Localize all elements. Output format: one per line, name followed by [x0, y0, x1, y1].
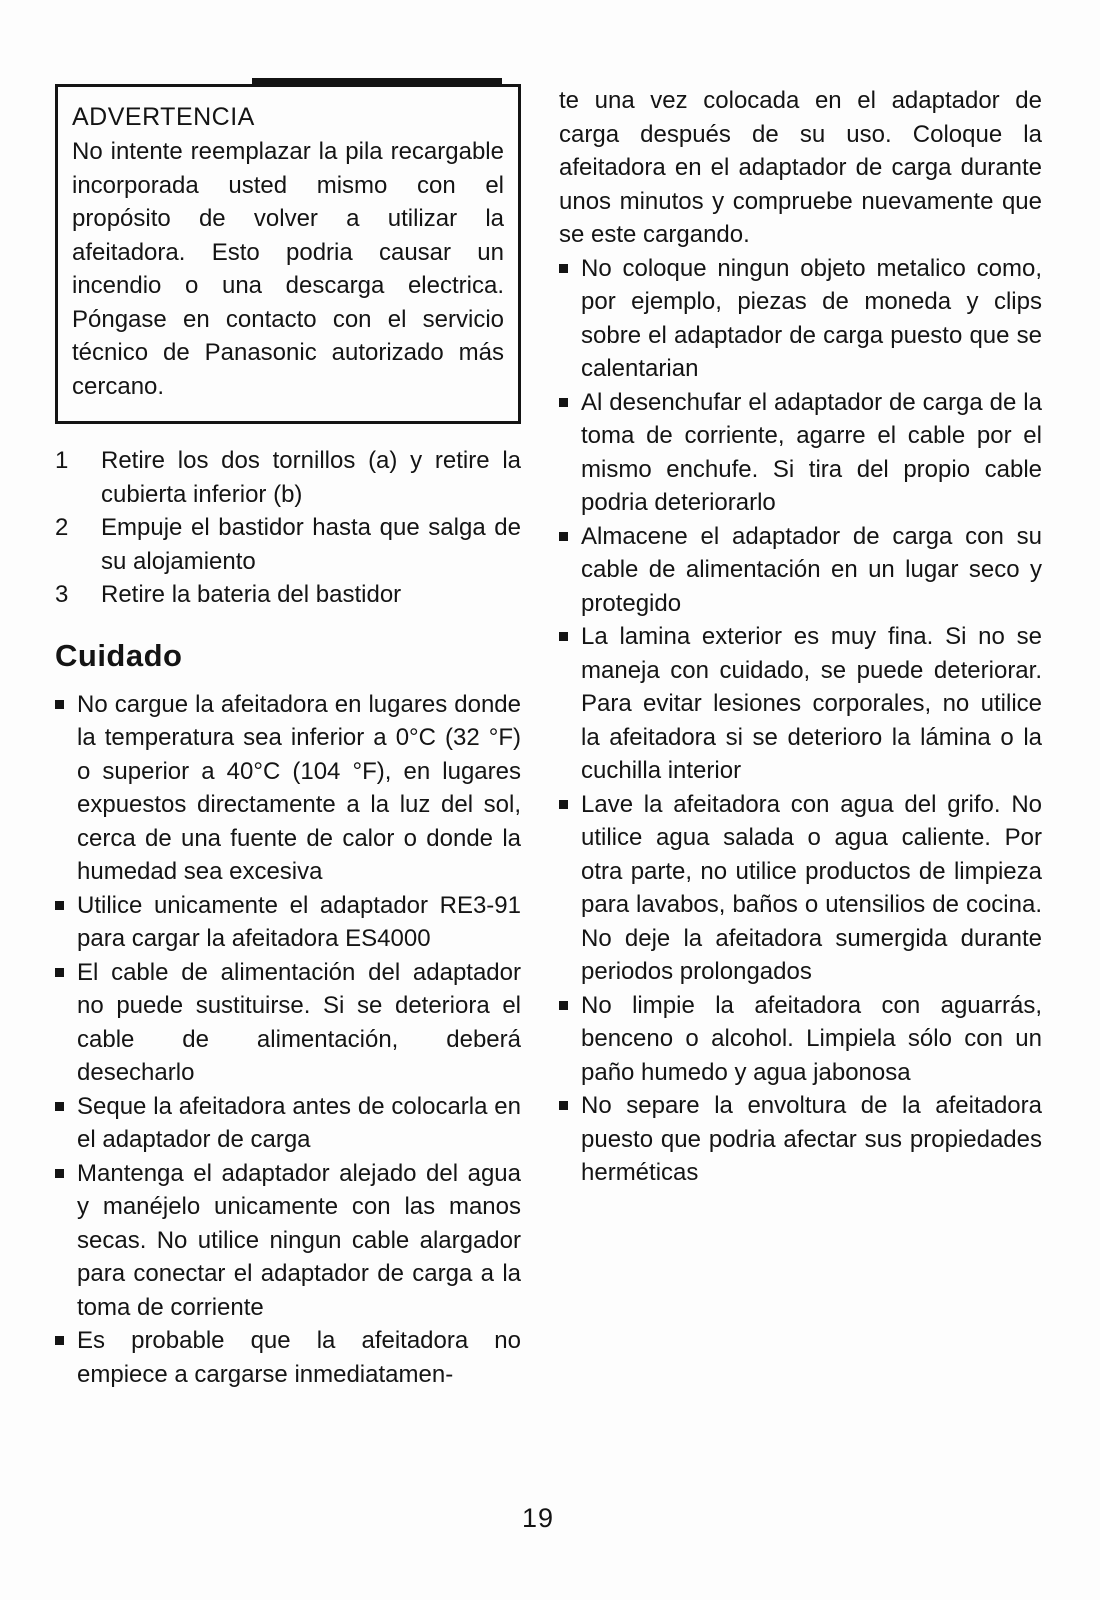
step-number: 2	[55, 514, 69, 541]
caution-bullets-left	[55, 688, 521, 1392]
step-item-1	[55, 444, 521, 511]
warning-body: No intente reemplazar la pila recargable incorporada usted mismo con el propósito de volver a utilizar la afeitadora. Esto podria causar un incendio o una descarga electrica. Póngase en contacto con el servicio técnico de Panasonic autorizado más cercano.	[72, 138, 504, 400]
square-bullet-icon	[55, 688, 77, 889]
square-bullet-icon	[559, 788, 581, 989]
bullet-text: Almacene el adaptador de carga con su cable de alimentación en un lugar seco y protegido	[581, 522, 1042, 617]
step-number: 1	[55, 447, 69, 474]
square-bullet-icon	[559, 386, 581, 520]
step-text: Retire la bateria del bastidor	[101, 581, 402, 608]
list-item	[55, 688, 521, 889]
warning-title: ADVERTENCIA	[72, 103, 255, 131]
list-item	[559, 1089, 1042, 1190]
page-number: 19	[521, 1503, 555, 1533]
bullet-text: Mantenga el adaptador alejado del agua y manéjelo unicamente con las manos secas. No utilice ningun cable alargador para conectar el adaptador de carga a la toma de corriente	[77, 1159, 521, 1321]
list-item	[559, 620, 1042, 788]
square-bullet-icon	[55, 1090, 77, 1157]
bullet-text: La lamina exterior es muy fina. Si no se maneja con cuidado, se puede deteriorar. Para evitar lesiones corporales, no utilice la afeitadora si se deterioro la lámina o la cuchilla interior	[581, 623, 1042, 784]
bullet-text: El cable de alimentación del adaptador no puede sustituirse. Si se deteriora el cable de alimentación, deberá desecharlo	[77, 958, 521, 1086]
list-item	[55, 1324, 521, 1391]
square-bullet-icon	[559, 520, 581, 621]
step-item-3	[55, 578, 521, 612]
list-item	[559, 252, 1042, 386]
step-item-2	[55, 511, 521, 578]
list-item	[559, 788, 1042, 989]
square-bullet-icon	[559, 620, 581, 788]
step-text: Empuje el bastidor hasta que salga de su alojamiento	[101, 514, 521, 575]
caution-heading: Cuidado	[55, 637, 183, 673]
left-column	[55, 84, 521, 1391]
square-bullet-icon	[559, 1089, 581, 1190]
bullet-text: No cargue la afeitadora en lugares donde la temperatura sea inferior a 0°C (32 °F) o superior a 40°C (104 °F), en lugares expuestos directamente a la luz del sol, cerca de una fuente de calor o donde la humedad sea excesiva	[77, 690, 521, 885]
bullet-text: Al desenchufar el adaptador de carga de la toma de corriente, agarre el cable por el mismo enchufe. Si tira del propio cable podria deteriorarlo	[581, 388, 1042, 516]
bullet-text: Es probable que la afeitadora no empiece a cargarse inmediatamen-	[77, 1327, 521, 1388]
warning-box	[55, 84, 521, 424]
list-item	[559, 520, 1042, 621]
bullet-text: Utilice unicamente el adaptador RE3-91 para cargar la afeitadora ES4000	[77, 891, 521, 952]
square-bullet-icon	[559, 252, 581, 386]
square-bullet-icon	[559, 989, 581, 1090]
list-item	[55, 889, 521, 956]
caution-bullets-right	[559, 252, 1042, 1190]
right-column	[559, 84, 1042, 1391]
square-bullet-icon	[55, 1157, 77, 1325]
square-bullet-icon	[55, 889, 77, 956]
warning-box-top-rule	[252, 78, 502, 87]
bullet-text: Seque la afeitadora antes de colocarla en el adaptador de carga	[77, 1092, 521, 1153]
list-item	[55, 956, 521, 1090]
list-item	[559, 386, 1042, 520]
step-number: 3	[55, 581, 69, 608]
bullet-text: No separe la envoltura de la afeitadora puesto que podria afectar sus propiedades herméticas	[581, 1092, 1042, 1186]
steps-list	[55, 444, 521, 612]
list-item	[55, 1090, 521, 1157]
square-bullet-icon	[55, 956, 77, 1090]
list-item	[55, 1157, 521, 1325]
continuation-paragraph: te una vez colocada en el adaptador de carga después de su uso. Coloque la afeitadora en el adaptador de carga durante unos minutos y compruebe nuevamente que se este cargando.	[559, 87, 1042, 248]
step-text: Retire los dos tornillos (a) y retire la cubierta inferior (b)	[101, 447, 521, 508]
list-item	[559, 989, 1042, 1090]
bullet-text: Lave la afeitadora con agua del grifo. No utilice agua salada o agua caliente. Por otra parte, no utilice productos de limpieza para lavabos, baños o utensilios de cocina. No deje la afeitadora sumergida durante periodos prolongados	[581, 790, 1042, 985]
bullet-text: No limpie la afeitadora con aguarrás, benceno o alcohol. Limpiela sólo con un paño humedo y agua jabonosa	[581, 991, 1042, 1086]
square-bullet-icon	[55, 1324, 77, 1391]
bullet-text: No coloque ningun objeto metalico como, por ejemplo, piezas de moneda y clips sobre el adaptador de carga puesto que se calentarian	[581, 254, 1042, 382]
